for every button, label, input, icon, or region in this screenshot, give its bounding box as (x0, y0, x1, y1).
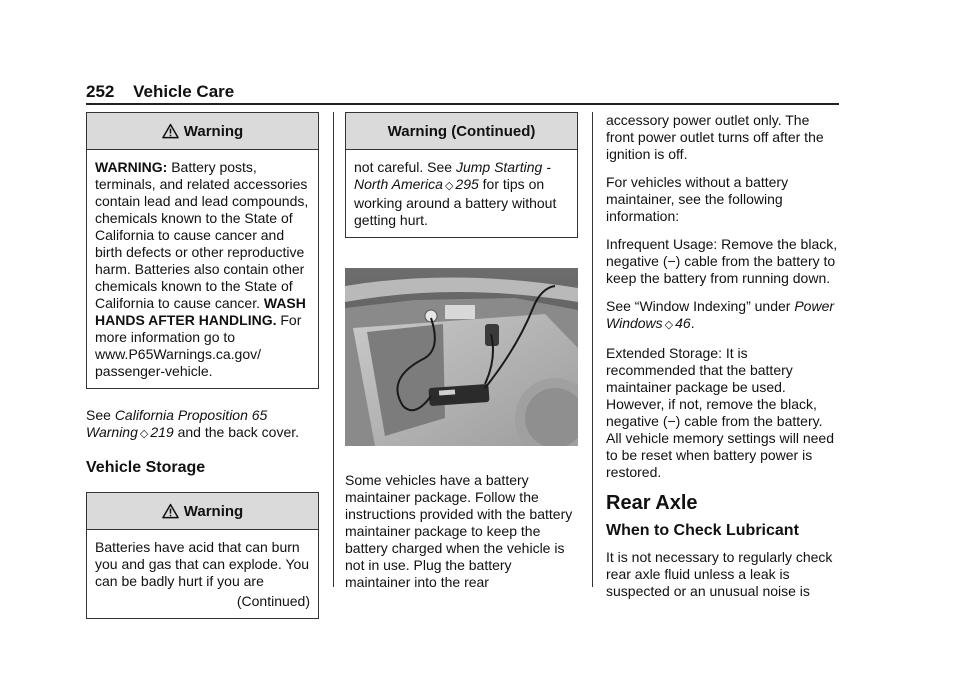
warning-text: Battery posts, terminals, and related accessories contain lead and lead compounds, chemicals known to the State of California to cause cancer and birth defects or other reproductive harm. Batteries also contain other chemicals known to the State of California to cause cancer. (95, 159, 309, 311)
warning-triangle-icon (162, 123, 179, 139)
warning-bold-notice: WASH HANDS AFTER HANDLING. (95, 295, 306, 328)
xref-page-46[interactable]: 46 (675, 315, 691, 331)
warning-title: Warning (183, 502, 244, 520)
warning-title: Warning (183, 122, 244, 140)
column-divider-1 (333, 112, 334, 587)
battery-maintainer-photo (345, 268, 578, 446)
body-paragraph: Infrequent Usage: Remove the black, negative (−) cable from the battery to keep the battery from running down. (606, 236, 838, 286)
continued-label: (Continued) (236, 593, 310, 609)
page-reference-arrow-icon: ◇ (444, 180, 454, 192)
warning-text-end: for tips on working around a battery without getting hurt. (354, 176, 557, 228)
column-3 (606, 112, 839, 611)
warning-body (346, 150, 577, 237)
column-divider-2 (592, 112, 593, 587)
xref-power-windows[interactable]: Power Windows (606, 298, 835, 331)
warning-text: not careful. See (354, 159, 456, 175)
warning-header (87, 493, 318, 530)
body-paragraph: It is not necessary to regularly check rear axle fluid unless a leak is suspected or an unusual noise is (606, 549, 833, 599)
xref-page-295[interactable]: 295 (455, 176, 479, 192)
see-reference-paragraph (86, 407, 319, 443)
warning-text-more-info: For more information go to www.P65Warnings.ca.gov/ passenger-vehicle. (95, 312, 302, 379)
page-number: 252 (86, 82, 115, 101)
warning-triangle-icon (162, 503, 179, 519)
see-reference-paragraph (606, 298, 839, 334)
page-reference-arrow-icon: ◇ (139, 428, 149, 440)
warning-header: Warning (Continued) (346, 113, 577, 150)
warning-lead: WARNING: (95, 159, 168, 175)
xref-page-219[interactable]: 219 (150, 424, 174, 440)
see-suffix: . (690, 315, 695, 331)
header-rule (86, 103, 839, 105)
see-prefix: See (86, 407, 115, 423)
xref-jump-starting[interactable]: Jump Starting - North America (354, 159, 551, 192)
warning-box-p65 (86, 112, 319, 389)
see-suffix: and the back cover. (173, 424, 300, 440)
xref-california-prop-65[interactable]: California Proposition 65 Warning (86, 407, 268, 440)
warning-header (87, 113, 318, 150)
column-2 (345, 112, 578, 602)
section-heading-vehicle-storage: Vehicle Storage (86, 459, 206, 476)
page-header (86, 82, 234, 102)
section-title: Vehicle Care (133, 82, 235, 101)
warning-text: Batteries have acid that can burn you and gas that can explode. You can be badly hurt if you are (95, 539, 310, 589)
subheading-check-lubricant: When to Check Lubricant (606, 522, 799, 539)
body-paragraph: Extended Storage: It is recommended that the battery maintainer package be used. However, if not, remove the black, negative (−) cable from the battery. All vehicle memory settings will need to be reset when battery power is restored. (606, 345, 834, 480)
warning-body (87, 150, 318, 388)
body-paragraph: accessory power outlet only. The front power outlet turns off after the ignition is off. (606, 112, 824, 162)
see-prefix: See “Window Indexing” under (606, 298, 795, 314)
body-paragraph: Some vehicles have a battery maintainer package. Follow the instructions provided with the battery maintainer package to keep the battery charged when the vehicle is not in use. Plug the battery maintainer into the rear (345, 472, 573, 590)
column-1 (86, 112, 319, 619)
warning-box-acid (86, 492, 319, 619)
page-reference-arrow-icon: ◇ (664, 319, 674, 331)
body-paragraph: For vehicles without a battery maintainer, see the following information: (606, 174, 789, 224)
warning-body (87, 530, 318, 618)
section-heading-rear-axle: Rear Axle (606, 492, 698, 514)
warning-box-continued (345, 112, 578, 238)
